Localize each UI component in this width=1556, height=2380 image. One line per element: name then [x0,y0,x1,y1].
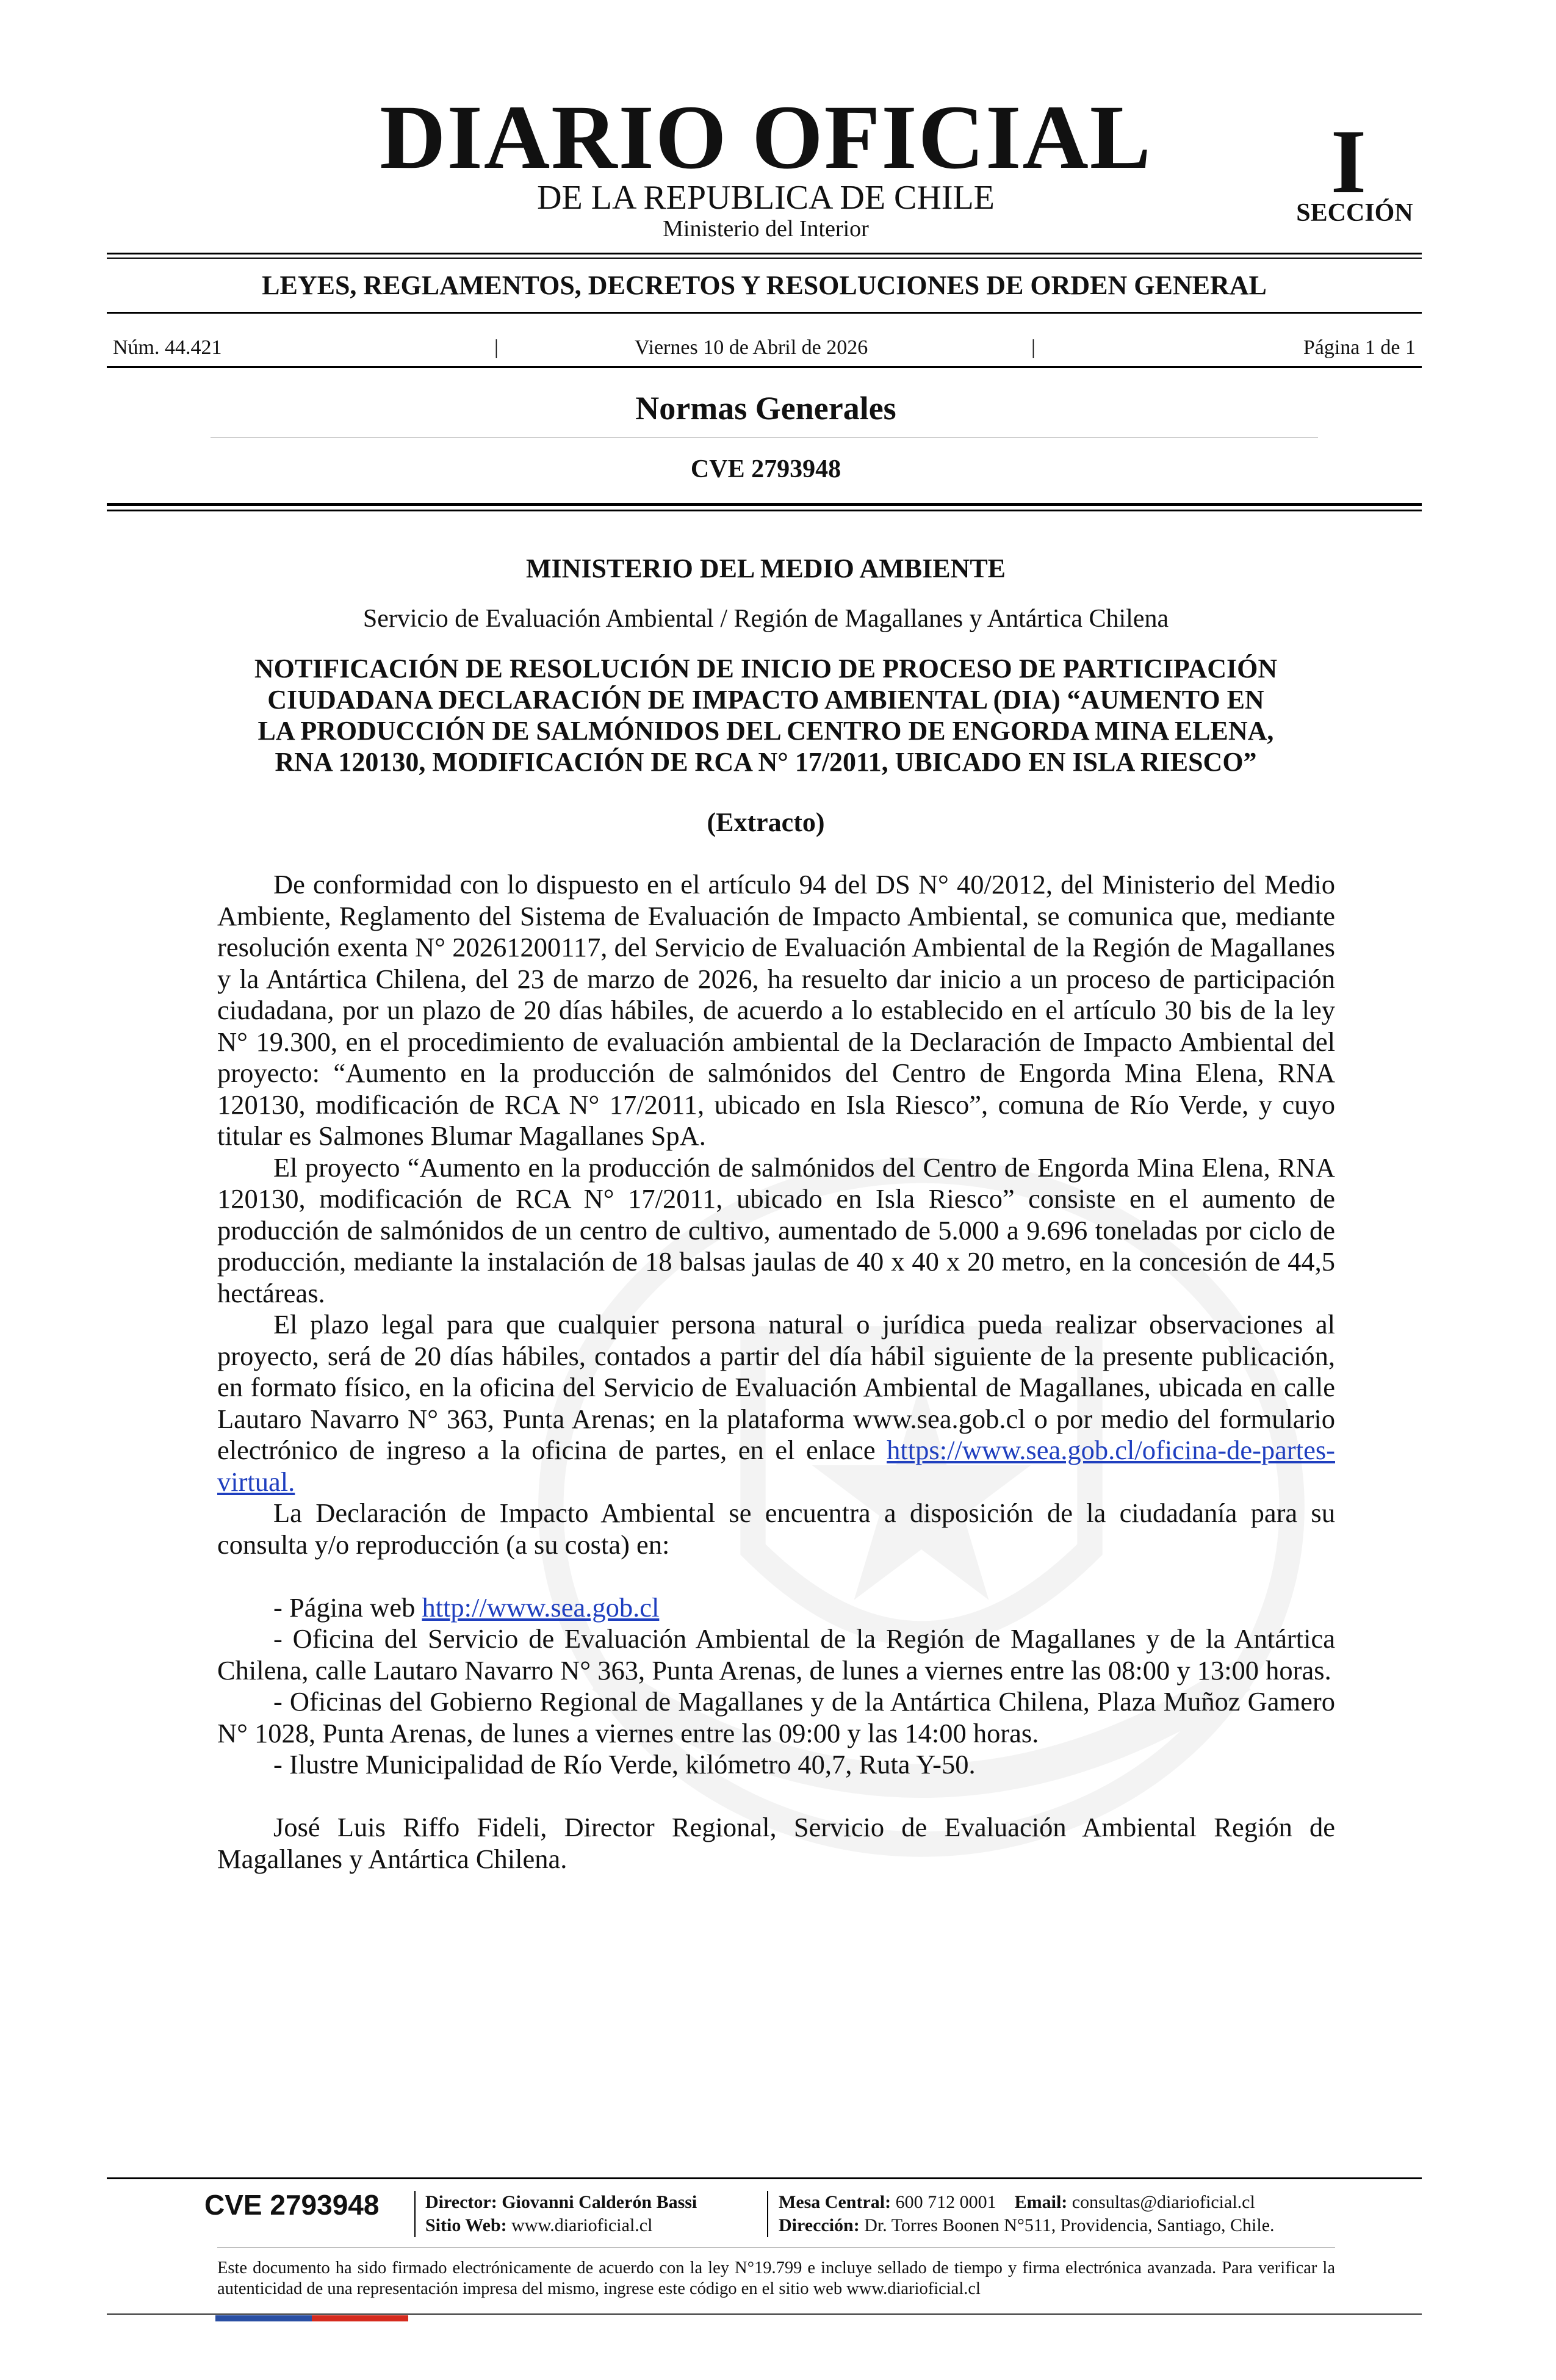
director-label: Director: [425,2192,497,2212]
director-name: Giovanni Calderón Bassi [502,2192,697,2212]
website-label: Sitio Web: [425,2215,507,2235]
footer-email: consultas@diarioficial.cl [1072,2192,1255,2212]
document-body [217,869,1335,1875]
list-item-text: - Página web [273,1592,422,1623]
signature: José Luis Riffo Fideli, Director Regional, Servicio de Evaluación Ambiental Región de Magallanes y Antártica Chilena. [217,1812,1335,1874]
document-title-line: RNA 120130, MODIFICACIÓN DE RCA N° 17/2011, UBICADO EN ISLA RIESCO” [275,747,1257,777]
footer-website: www.diarioficial.cl [511,2215,653,2235]
footer-rule [107,2177,1422,2179]
footer-cve: CVE 2793948 [204,2189,380,2221]
category-rule [107,312,1422,314]
footer-address: Dr. Torres Boonen N°511, Providencia, Santiago, Chile. [864,2215,1275,2235]
header-bottom-rule [107,503,1422,506]
section-title: Normas Generales [635,390,896,427]
section-number: I [1330,111,1367,212]
masthead-rule [107,253,1422,254]
issue-number: Núm. 44.421 [113,336,222,359]
masthead-title: DIARIO OFICIAL [380,87,1152,188]
footer-contact-block [779,2191,1352,2237]
footer-divider [414,2191,416,2237]
cve-code: CVE 2793948 [690,455,841,483]
masthead-rule-thin [107,258,1422,259]
issue-rule [107,366,1422,368]
masthead-subtitle: DE LA REPUBLICA DE CHILE [537,179,995,217]
list-item [217,1592,1335,1624]
footer-bottom-rule [107,2313,1422,2315]
issue-separator: | [1031,336,1036,359]
phone-label: Mesa Central: [779,2192,891,2212]
sea-website-link[interactable]: http://www.sea.gob.cl [422,1592,660,1623]
paragraph [217,1309,1335,1498]
extract-label: (Extracto) [707,807,825,837]
address-label: Dirección: [779,2215,860,2235]
document-service: Servicio de Evaluación Ambiental / Región de Magallanes y Antártica Chilena [362,605,1169,633]
footer-rule-thin [217,2247,1335,2248]
paragraph-text: El plazo legal para que cualquier persona natural o jurídica pueda realizar observaciones al proyecto, será de 20 días hábiles, contados a partir del día hábil siguiente de la presente publicación, en formato físico, en la oficina del Servicio de Evaluación Ambiental de Magallanes, ubicada en calle Lautaro Navarro N° 363, Punta Arenas; en la plataforma www.sea.gob.cl o por medio del formulario electrónico de ingreso a la oficina de partes, en el enlace [217,1309,1335,1465]
list-item: - Oficina del Servicio de Evaluación Ambiental de la Región de Magallanes y de la Antártica Chilena, calle Lautaro Navarro N° 363, Punta Arenas, de lunes a viernes entre las 08:00 y 13:00 horas. [217,1623,1335,1686]
issue-info-row [113,336,1416,360]
document-title-line: LA PRODUCCIÓN DE SALMÓNIDOS DEL CENTRO DE ENGORDA MINA ELENA, [258,716,1274,746]
footer-divider [767,2191,768,2237]
list-item: - Ilustre Municipalidad de Río Verde, kilómetro 40,7, Ruta Y-50. [273,1749,976,1780]
section-label: SECCIÓN [1296,199,1413,227]
section-title-rule [211,437,1318,438]
oficina-partes-link[interactable]: https://www.sea.gob.cl/oficina-de-partes-virtual. [217,1435,1335,1497]
paragraph: De conformidad con lo dispuesto en el artículo 94 del DS N° 40/2012, del Ministerio del Medio Ambiente, Reglamento del Sistema de Evaluación de Impacto Ambiental, se comunica que, mediante resolución exenta N° 20261200117, del Servicio de Evaluación Ambiental de la Región de Magallanes y la Antártica Chilena, del 23 de marzo de 2026, ha resuelto dar inicio a un proceso de participación ciudadana, por un plazo de 20 días hábiles, de acuerdo a lo establecido en el artículo 30 bis de la ley N° 19.300, en el procedimiento de evaluación ambiental de la Declaración de Impacto Ambiental del proyecto: “Aumento en la producción de salmónidos del Centro de Engorda Mina Elena, RNA 120130, modificación de RCA N° 17/2011, ubicado en Isla Riesco”, comuna de Río Verde, y cuyo titular es Salmones Blumar Magallanes SpA. [217,869,1335,1151]
footer-director-block [425,2191,767,2237]
flag-stripe-blue [215,2315,312,2321]
flag-stripe-red [312,2315,408,2321]
issue-date: Viernes 10 de Abril de 2026 [635,336,868,359]
list-item: - Oficinas del Gobierno Regional de Magallanes y de la Antártica Chilena, Plaza Muñoz Gamero N° 1028, Punta Arenas, de lunes a viernes entre las 09:00 y las 14:00 horas. [217,1686,1335,1748]
footer-legal-notice: Este documento ha sido firmado electrónicamente de acuerdo con la ley N°19.799 e incluye sellado de tiempo y firma electrónica avanzada. Para verificar la autenticidad de una representación impresa del mismo, ingrese este código en el sitio web www.diarioficial.cl [217,2259,1335,2298]
issue-page: Página 1 de 1 [1303,336,1416,359]
document-title [220,653,1312,777]
category-heading: LEYES, REGLAMENTOS, DECRETOS Y RESOLUCIONES DE ORDEN GENERAL [262,270,1267,300]
footer-phone: 600 712 0001 [895,2192,996,2212]
document-ministry: MINISTERIO DEL MEDIO AMBIENTE [525,554,1006,583]
email-label: Email: [1014,2192,1068,2212]
document-title-line: CIUDADANA DECLARACIÓN DE IMPACTO AMBIENTAL (DIA) “AUMENTO EN [267,685,1264,715]
header-bottom-rule-thin [107,510,1422,511]
paragraph: El proyecto “Aumento en la producción de salmónidos del Centro de Engorda Mina Elena, RNA 120130, modificación de RCA N° 17/2011, ubicado en Isla Riesco” consiste en el aumento de producción de salmónidos de un centro de cultivo, aumentado de 5.000 a 9.696 toneladas por ciclo de producción, mediante la instalación de 18 balsas jaulas de 40 x 40 x 20 metro, en la concesión de 44,5 hectáreas. [217,1152,1335,1308]
masthead-ministry: Ministerio del Interior [663,216,869,242]
document-title-line: NOTIFICACIÓN DE RESOLUCIÓN DE INICIO DE PROCESO DE PARTICIPACIÓN [254,654,1278,683]
issue-separator: | [494,336,499,359]
paragraph: La Declaración de Impacto Ambiental se encuentra a disposición de la ciudadanía para su consulta y/o reproducción (a su costa) en: [217,1498,1335,1560]
